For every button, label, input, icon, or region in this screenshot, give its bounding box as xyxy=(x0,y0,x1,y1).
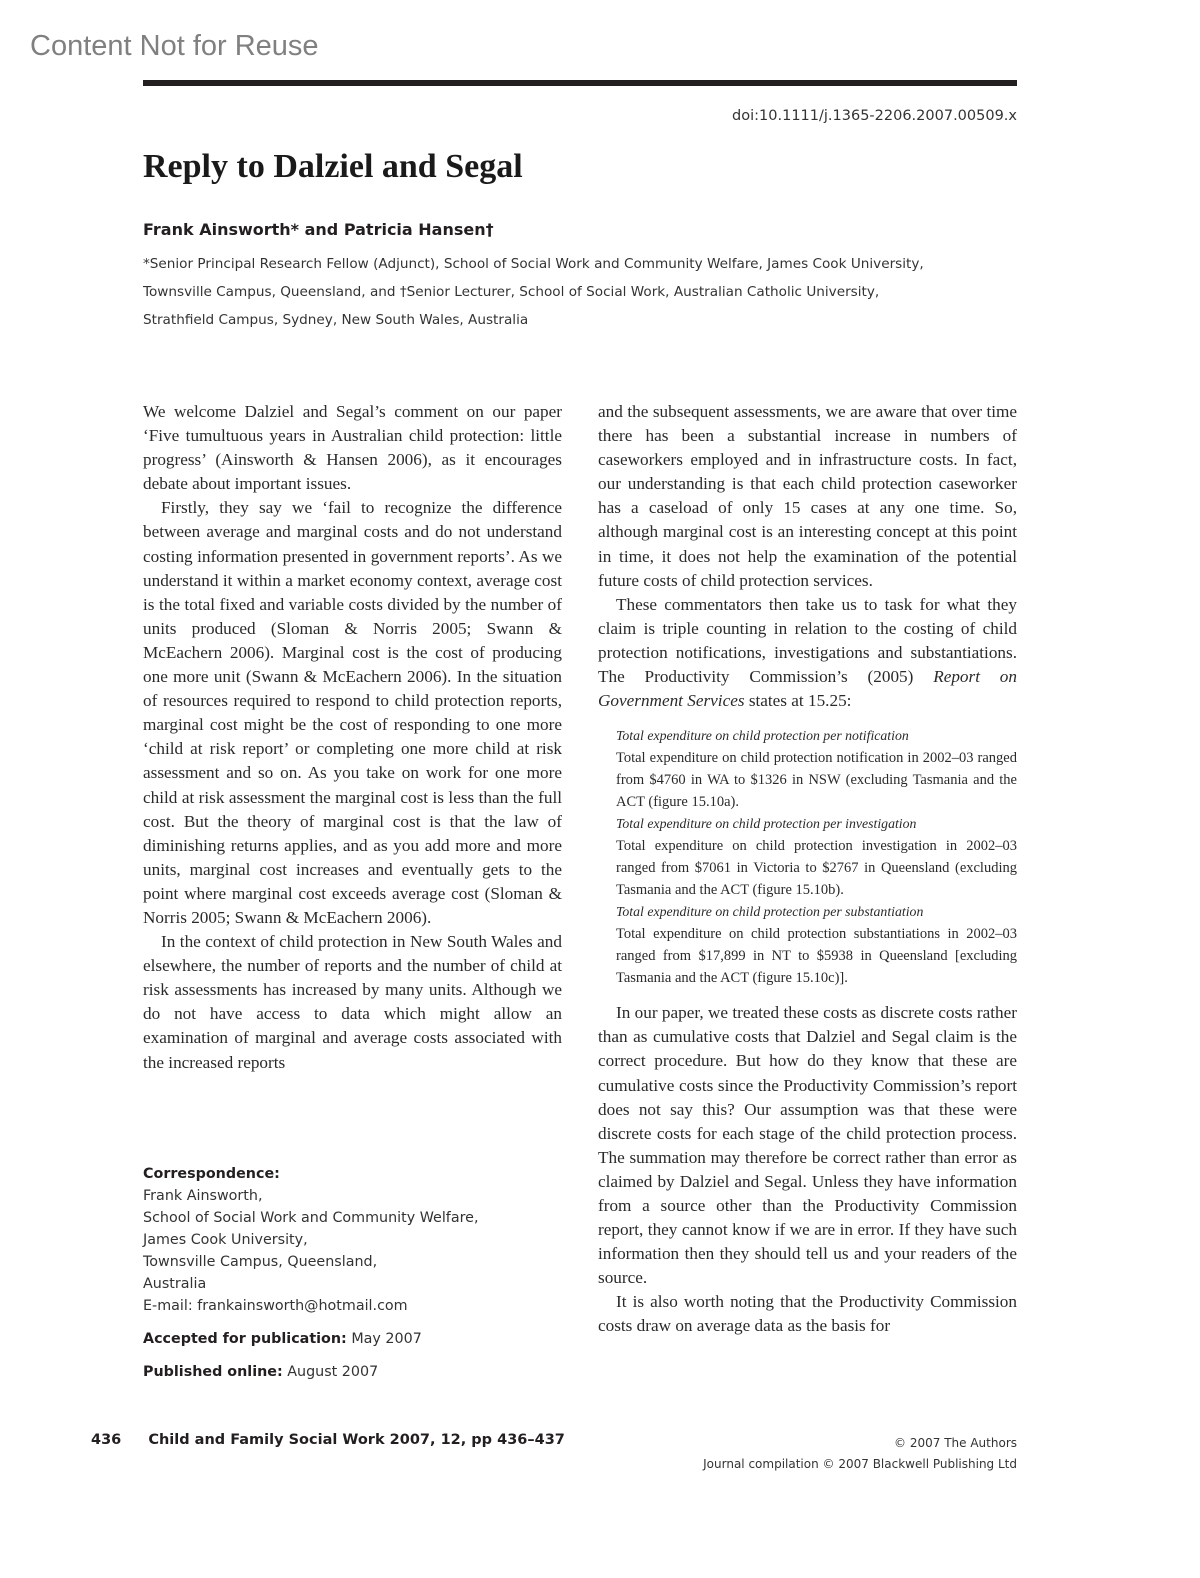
email-line xyxy=(143,1295,563,1317)
quote-text: Total expenditure on child protection investigation in 2002–03 ranged from $7061 in Victoria to $2767 in Queensland (excluding Tasmania and the ACT (figure 15.10b). xyxy=(616,838,1017,899)
paragraph: We welcome Dalziel and Segal’s comment on our paper ‘Five tumultuous years in Australian child protection: little progress’ (Ainsworth & Hansen 2006), as it encourages debate about important issues. xyxy=(143,402,562,494)
correspondence-block xyxy=(143,1163,563,1383)
body-column-left xyxy=(143,400,562,1075)
header-rule xyxy=(143,80,1017,86)
footer-copyright xyxy=(703,1433,1017,1475)
page-number: 436 xyxy=(91,1432,122,1448)
paragraph: It is also worth noting that the Productivity Commission costs draw on average data as the basis for xyxy=(598,1292,1017,1336)
authors: Frank Ainsworth* and Patricia Hansen† xyxy=(143,220,494,239)
correspondence-label: Correspondence: xyxy=(143,1166,280,1182)
paragraph: and the subsequent assessments, we are aware that over time there has been a substantial increase in numbers of caseworkers employed and in infrastructure costs. In fact, our understanding is that each child protection caseworker has a caseload of only 15 cases at any one time. So, although marginal cost is an interesting concept at this point in time, it does not help the examination of the potential future costs of child protection services. xyxy=(598,402,1017,590)
affiliation-line: Strathfield Campus, Sydney, New South Wales, Australia xyxy=(143,312,529,328)
paragraph: Firstly, they say we ‘fail to recognize the difference between average and marginal costs and do not understand costing information presented in government reports’. As we understand it within a market economy context, average cost is the total fixed and variable costs divided by the number of units produced (Sloman & Norris 2005; Swann & McEachern 2006). Marginal cost is the cost of producing one more unit (Swann & McEachern 2006). In the situation of resources required to respond to child protection reports, marginal cost might be the cost of responding to one more ‘child at risk report’ or completing one more child at risk assessment and so on. As you take on work for one more child at risk assessment the marginal cost is less than the full cost. But the theory of marginal cost is that the law of diminishing returns applies, and as you add more and more units, marginal cost increases and eventually gets to the point where marginal cost exceeds average cost (Sloman & Norris 2005; Swann & McEachern 2006). xyxy=(143,498,562,927)
quote-heading: Total expenditure on child protection per substantiation xyxy=(616,904,924,920)
copyright-line: © 2007 The Authors xyxy=(894,1436,1017,1450)
address-line: Frank Ainsworth, xyxy=(143,1188,263,1204)
published-date xyxy=(143,1361,563,1383)
text: These commentators then take us to task for what they claim is triple counting in relation to the costing of child protection notifications, investigations and substantiations. The Productivity Commission’s (2005) xyxy=(598,594,1017,687)
quote-text: Total expenditure on child protection notification in 2002–03 ranged from $4760 in WA to $1326 in NSW (excluding Tasmania and the ACT (figure 15.10a). xyxy=(616,750,1017,811)
journal-citation: Child and Family Social Work 2007, 12, pp 436–437 xyxy=(148,1432,565,1448)
quote-heading: Total expenditure on child protection per notification xyxy=(616,728,909,744)
affiliation-line: *Senior Principal Research Fellow (Adjunct), School of Social Work and Community Welfare, James Cook University, xyxy=(143,256,924,272)
email-link[interactable]: frankainsworth@hotmail.com xyxy=(197,1298,408,1314)
accepted-date xyxy=(143,1328,563,1350)
quote-text: Total expenditure on child protection substantiations in 2002–03 ranged from $17,899 in NT to $5938 in Queensland [excluding Tasmania and the ACT (figure 15.10c)]. xyxy=(616,926,1017,987)
compilation-line: Journal compilation © 2007 Blackwell Publishing Ltd xyxy=(703,1457,1017,1471)
email-label: E-mail: xyxy=(143,1298,198,1314)
paragraph xyxy=(598,593,1017,713)
paragraph: In our paper, we treated these costs as discrete costs rather than as cumulative costs that Dalziel and Segal claim is the correct procedure. But how do they know that these are cumulative costs since the Productivity Commission’s report does not say this? Our assumption was that these were discrete costs for each stage of the child protection process. The summation may therefore be correct rather than error as claimed by Dalziel and Segal. Unless they have information from a source other than the Productivity Commission report, they cannot know if we are in error. If they have such information then they should tell us and your readers of the source. xyxy=(598,1003,1017,1288)
address-line: Australia xyxy=(143,1276,207,1292)
published-value: August 2007 xyxy=(282,1364,379,1380)
block-quote xyxy=(616,725,1017,989)
paragraph: In the context of child protection in New South Wales and elsewhere, the number of reports and the number of child at risk assessments has increased by many units. Although we do not have access to data which might allow an examination of marginal and average costs associated with the increased reports xyxy=(143,932,562,1072)
article-title: Reply to Dalziel and Segal xyxy=(143,148,523,185)
text: states at 15.25: xyxy=(744,691,852,711)
watermark: Content Not for Reuse xyxy=(30,30,319,62)
affiliations xyxy=(143,250,1023,334)
report-title-italic: Report on Government Services xyxy=(598,667,1017,711)
quote-heading: Total expenditure on child protection per investigation xyxy=(616,816,917,832)
address-line: School of Social Work and Community Welfare, xyxy=(143,1210,479,1226)
accepted-label: Accepted for publication: xyxy=(143,1331,347,1347)
accepted-value: May 2007 xyxy=(346,1331,422,1347)
address-line: Townsville Campus, Queensland, xyxy=(143,1254,378,1270)
body-column-right xyxy=(598,400,1017,1339)
footer-citation xyxy=(91,1432,565,1448)
published-label: Published online: xyxy=(143,1364,283,1380)
doi[interactable]: doi:10.1111/j.1365-2206.2007.00509.x xyxy=(732,108,1017,124)
address-line: James Cook University, xyxy=(143,1232,308,1248)
affiliation-line: Townsville Campus, Queensland, and †Senior Lecturer, School of Social Work, Australian Catholic University, xyxy=(143,284,880,300)
